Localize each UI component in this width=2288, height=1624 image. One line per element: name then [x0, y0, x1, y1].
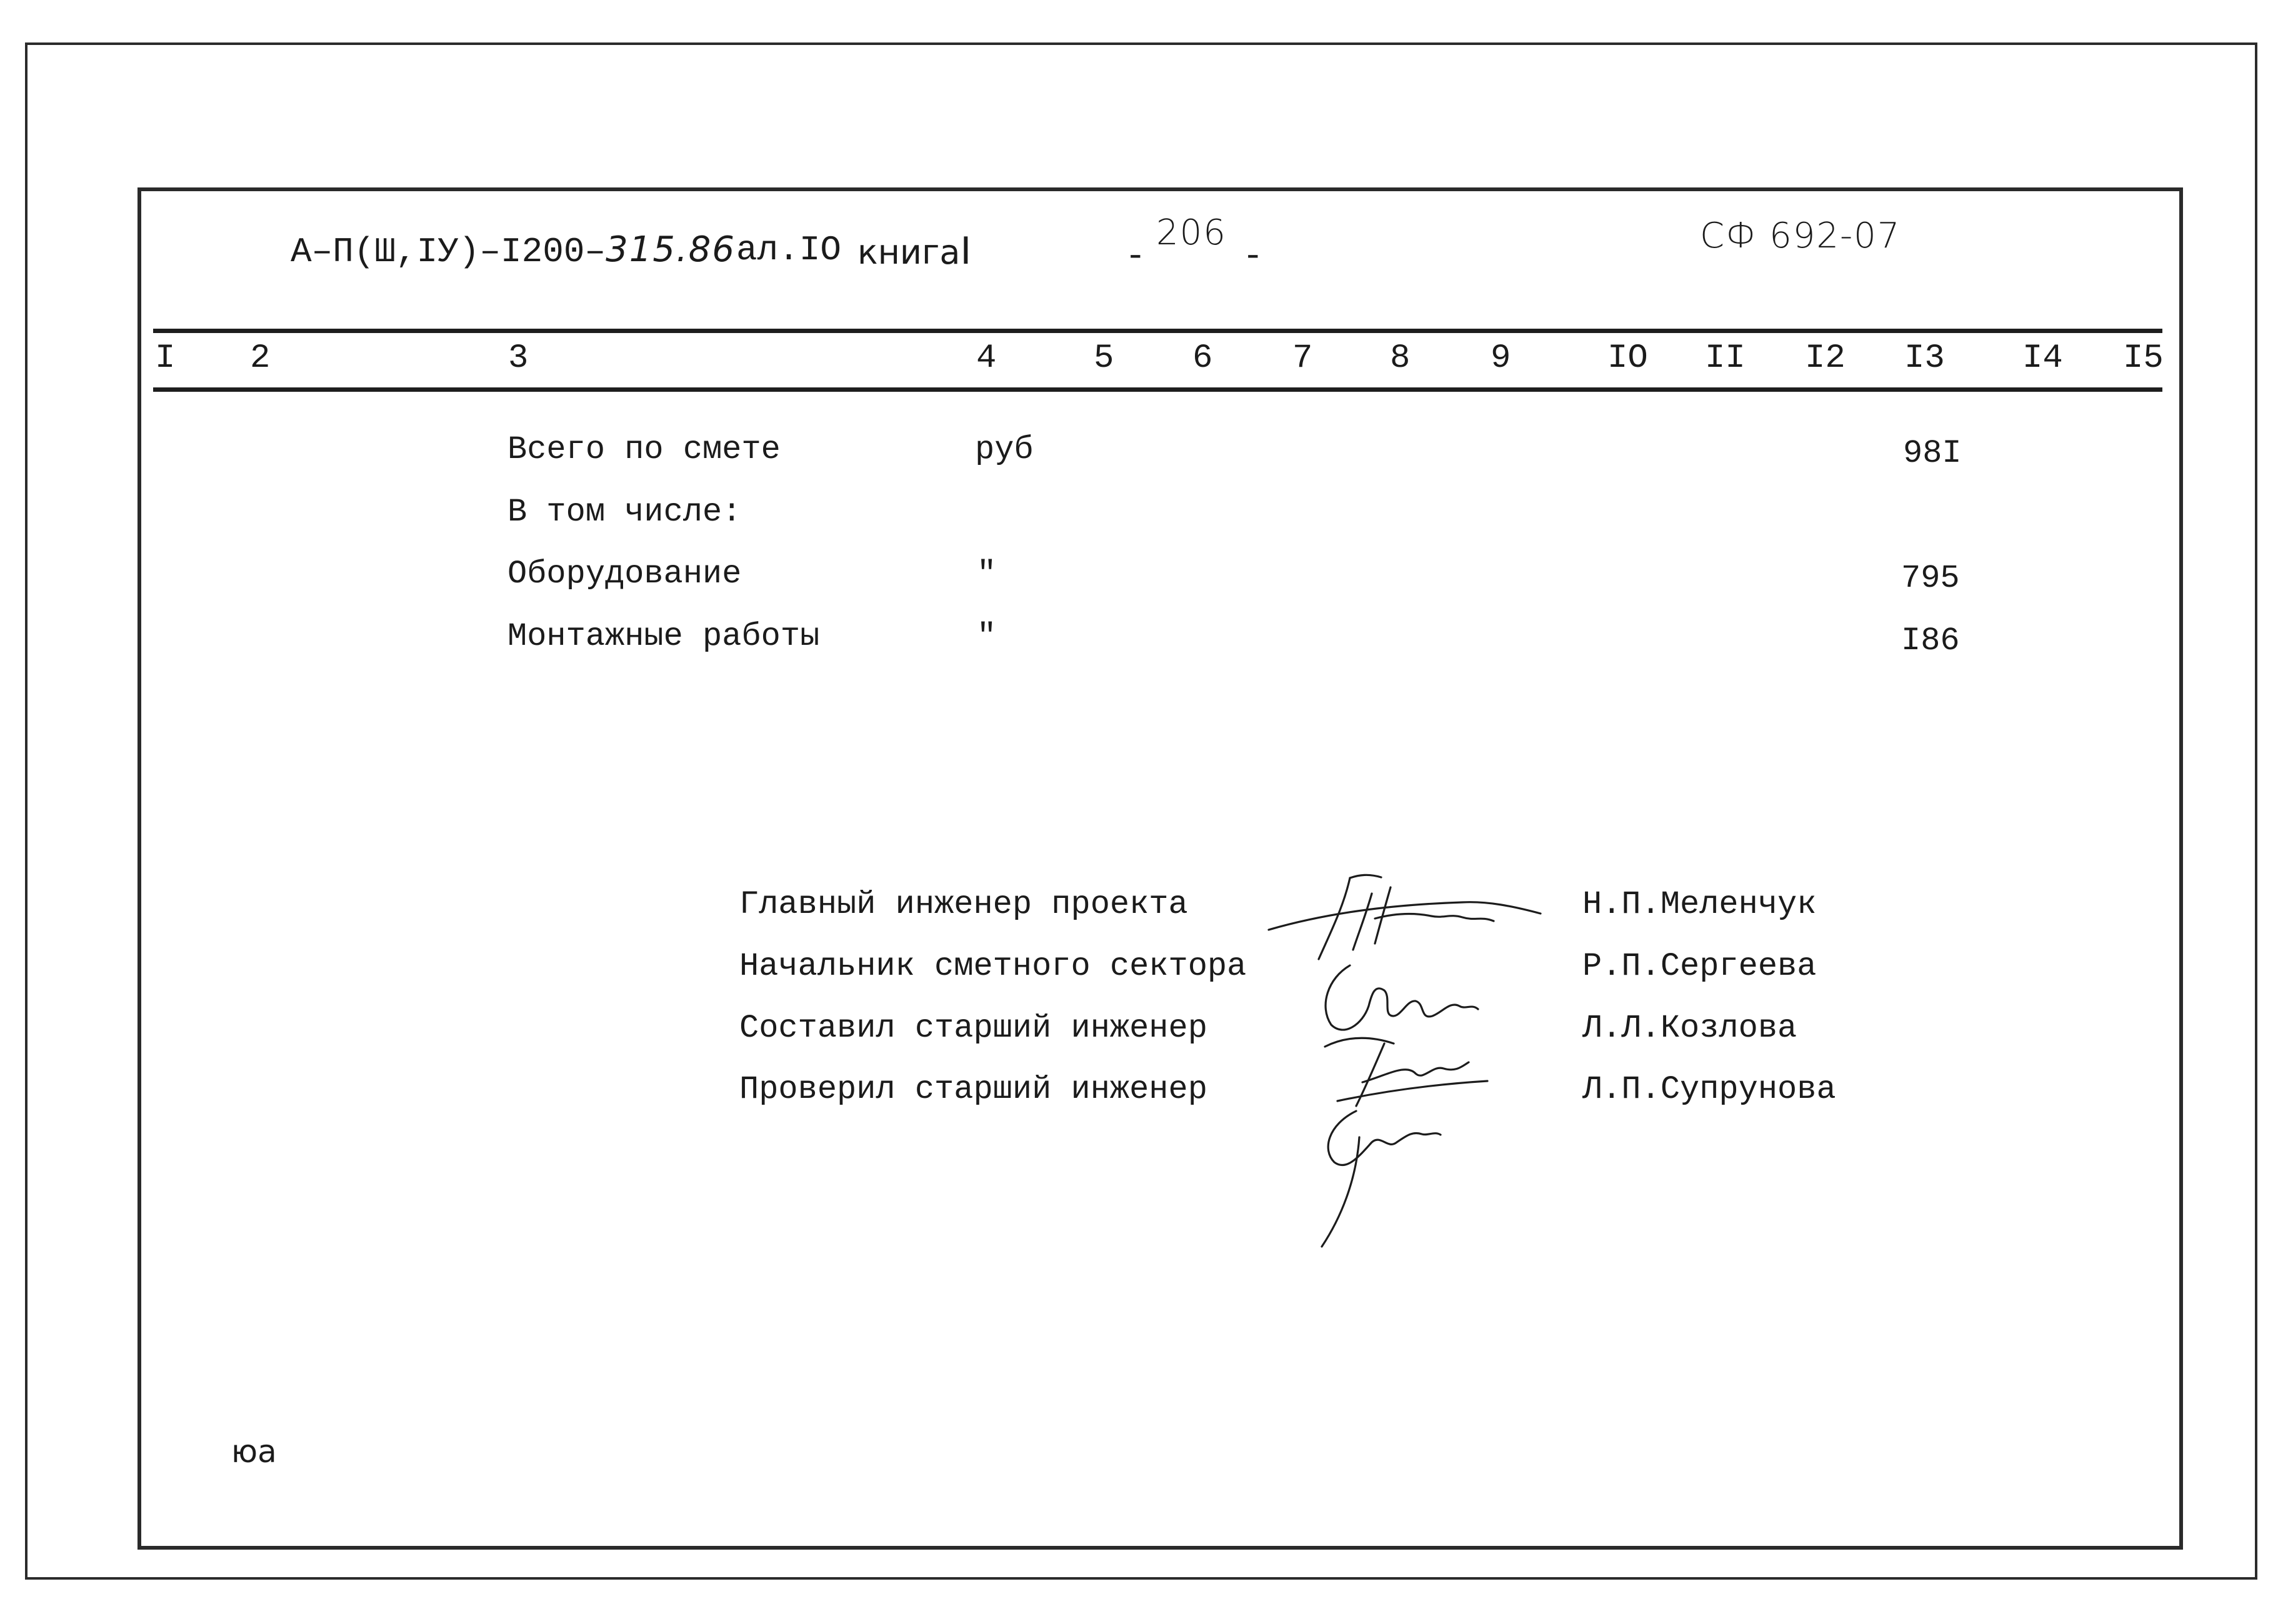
signature-person: Р.П.Сергеева — [1582, 948, 1817, 985]
column-number: I3 — [1904, 339, 1945, 377]
doc-code: А–П(Ш,IУ)–I200–315.86 — [291, 229, 736, 272]
stamp-code: СФ 692-07 — [1700, 216, 1901, 256]
page-number: 206 — [1156, 212, 1227, 253]
table-header-bottom-rule — [153, 387, 2162, 392]
column-number: 2 — [250, 339, 271, 377]
column-number: IO — [1607, 339, 1648, 377]
signature-role: Составил старший инженер — [739, 1010, 1207, 1047]
row-name: Оборудование — [507, 555, 742, 592]
book-label: книгаI — [857, 229, 972, 273]
column-number: I — [155, 339, 176, 377]
doc-code-handwritten: 315.86 — [606, 229, 736, 270]
column-number: 7 — [1292, 339, 1313, 377]
column-number: I2 — [1805, 339, 1846, 377]
row-name: В том числе: — [507, 494, 742, 531]
handwritten-signatures — [1256, 856, 1569, 1256]
signature-person: Н.П.Меленчук — [1582, 886, 1817, 923]
row-unit: руб — [975, 431, 1034, 468]
column-number: I4 — [2022, 339, 2063, 377]
row-value: 98I — [1903, 435, 1962, 472]
signature-role: Проверил старший инженер — [739, 1071, 1207, 1108]
signature-person: Л.Л.Козлова — [1582, 1010, 1797, 1047]
signature-role: Начальник сметного сектора — [739, 948, 1247, 985]
row-value: 795 — [1901, 560, 1960, 597]
row-unit: " — [977, 555, 997, 592]
signature-person: Л.П.Супрунова — [1582, 1071, 1836, 1108]
column-number: 8 — [1390, 339, 1411, 377]
footer-mark: юа — [231, 1433, 277, 1470]
signature-role: Главный инженер проекта — [739, 886, 1188, 923]
column-number: I5 — [2123, 339, 2164, 377]
document-frame — [137, 187, 2183, 1550]
row-unit: " — [977, 618, 997, 655]
row-name: Всего по смете — [507, 431, 781, 468]
table-top-rule — [153, 329, 2162, 333]
row-value: I86 — [1901, 622, 1960, 659]
column-number: 4 — [976, 339, 997, 377]
column-number: II — [1705, 339, 1746, 377]
page-dash-left: - — [1125, 236, 1146, 276]
column-number: 3 — [508, 339, 529, 377]
album-label: ал.IO — [736, 230, 842, 270]
column-number: 5 — [1094, 339, 1114, 377]
page-dash-right: - — [1242, 236, 1264, 276]
column-number: 6 — [1192, 339, 1213, 377]
row-name: Монтажные работы — [507, 618, 820, 655]
column-number: 9 — [1491, 339, 1511, 377]
